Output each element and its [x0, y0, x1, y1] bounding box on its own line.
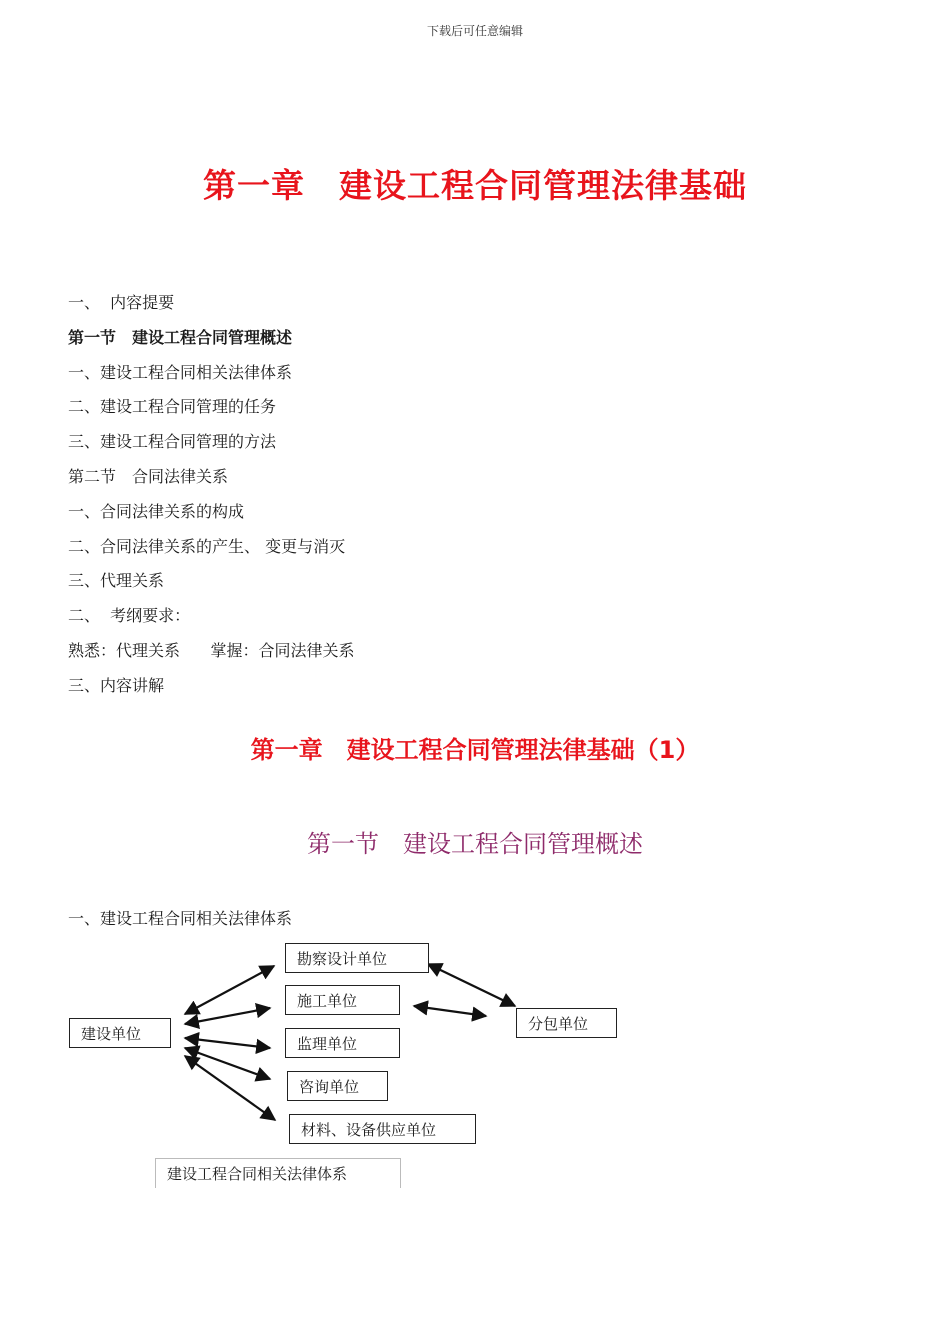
box-consulting-unit: 咨询单位 — [287, 1071, 388, 1101]
diagram-arrows — [60, 938, 660, 1188]
chapter-title: 第一章 建设工程合同管理法律基础 — [203, 166, 747, 205]
box-survey-design: 勘察设计单位 — [285, 943, 429, 973]
diagram-heading: 一、建设工程合同相关法律体系 — [68, 909, 293, 928]
outline-item: 三、建设工程合同管理的方法 — [68, 432, 277, 452]
outline-item: 一、 内容提要 — [68, 293, 175, 312]
arrow-to-consulting — [185, 1048, 270, 1079]
box-subcontractor: 分包单位 — [516, 1008, 617, 1038]
box-construction-owner: 建设单位 — [69, 1018, 171, 1048]
outline-item: 一、合同法律关系的构成 — [68, 501, 245, 521]
outline-item: 二、合同法律关系的产生、 变更与消灭 — [68, 536, 346, 556]
arrow-to-materials — [185, 1056, 275, 1120]
sub-chapter-title: 第一章 建设工程合同管理法律基础（1） — [250, 736, 700, 764]
box-materials-equipment: 材料、设备供应单位 — [289, 1114, 476, 1144]
outline-item: 一、建设工程合同相关法律体系 — [68, 362, 293, 382]
outline-list — [68, 286, 888, 704]
arrow-to-supervision — [185, 1038, 270, 1048]
box-construction-unit: 施工单位 — [285, 985, 400, 1015]
arrow-construction-to-subcontract — [414, 1006, 486, 1016]
arrow-survey-to-subcontract — [428, 964, 515, 1006]
diagram-caption: 建设工程合同相关法律体系 — [155, 1158, 401, 1188]
arrow-to-construction — [185, 1008, 270, 1024]
outline-item: 熟悉：代理关系 掌握：合同法律关系 — [68, 640, 355, 660]
outline-item: 二、建设工程合同管理的任务 — [68, 397, 277, 417]
outline-item: 第一节 建设工程合同管理概述 — [68, 327, 293, 347]
outline-item: 三、代理关系 — [68, 571, 165, 591]
contract-relationship-diagram — [60, 938, 660, 1188]
arrow-to-survey-design — [185, 966, 274, 1014]
box-supervision-unit: 监理单位 — [285, 1028, 400, 1058]
header-note: 下载后可任意编辑 — [426, 24, 523, 38]
outline-item: 三、内容讲解 — [68, 675, 165, 695]
section-title: 第一节 建设工程合同管理概述 — [307, 830, 643, 858]
outline-item: 第二节 合同法律关系 — [68, 466, 229, 486]
outline-item: 二、 考纲要求： — [68, 606, 191, 626]
